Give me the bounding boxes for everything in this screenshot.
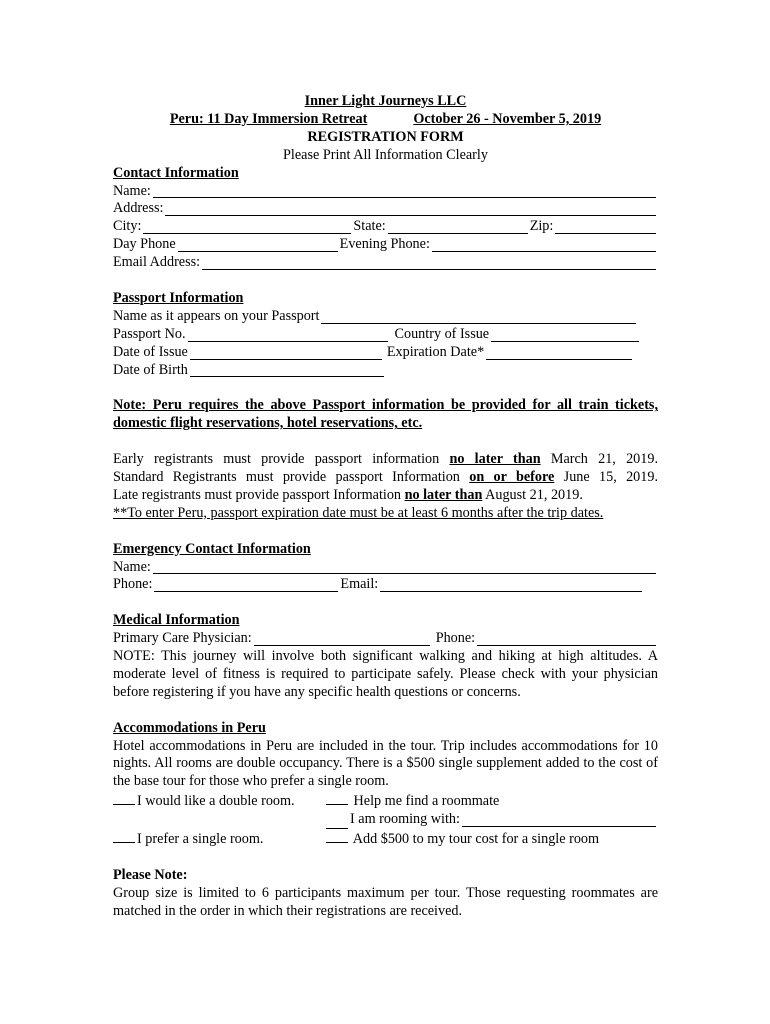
document-body — [113, 93, 658, 921]
form-title: REGISTRATION FORM — [307, 128, 464, 145]
accommodations-text: Hotel accommodations in Peru are included in the tour. Trip includes accommodations for 10 nights. All rooms are double occupancy. There is a $500 single supplement added to the cost of the base tour for those who prefer a single room. — [113, 737, 658, 790]
single-room-checkbox[interactable] — [113, 829, 135, 843]
rooming-with-checkbox[interactable] — [326, 815, 348, 829]
contact-address-row — [113, 200, 658, 218]
emergency-name-field[interactable] — [153, 560, 656, 574]
passport-note-prefix: Note — [113, 397, 142, 414]
physician-phone-field[interactable] — [477, 632, 656, 646]
late-deadline-text: Late registrants must provide passport Information — [113, 486, 402, 503]
contact-address-label: Address: — [113, 200, 164, 217]
contact-email-label: Email Address: — [113, 254, 201, 271]
medical-heading: Medical Information — [113, 612, 240, 629]
emergency-email-field[interactable] — [380, 578, 642, 592]
early-deadline-text: Early registrants must provide passport information — [113, 451, 440, 468]
room-options-row-2 — [113, 811, 658, 829]
passport-name-field[interactable] — [321, 310, 636, 324]
early-deadline — [113, 451, 658, 469]
late-deadline-date: August 21, 2019. — [485, 486, 583, 503]
contact-zip-field[interactable] — [555, 220, 656, 234]
expiration-date-label: Expiration Date* — [386, 343, 485, 360]
find-roommate-checkbox[interactable] — [326, 791, 348, 805]
passport-note-text: : Peru requires the above Passport information be provided for all train tickets, domestic flight reservations, hotel reservations, etc. — [113, 397, 658, 432]
contact-zip-label: Zip: — [529, 218, 554, 235]
contact-email-field[interactable] — [202, 256, 656, 270]
passport-number-field[interactable] — [188, 328, 388, 342]
please-note-heading: Please Note: — [113, 866, 188, 883]
emergency-name-row — [113, 559, 658, 577]
country-of-issue-field[interactable] — [491, 328, 639, 342]
birth-date-row — [113, 362, 658, 380]
retreat-title: Peru: 11 Day Immersion Retreat — [169, 110, 368, 127]
date-of-issue-label: Date of Issue — [113, 343, 188, 360]
room-options-row-3 — [113, 829, 658, 849]
passport-heading: Passport Information — [113, 289, 244, 306]
contact-city-field[interactable] — [143, 220, 351, 234]
contact-phone-row — [113, 236, 658, 254]
please-note-text: Group size is limited to 6 participants maximum per tour. Those requesting roommates are matched in the order in which their registrations are received. — [113, 884, 658, 919]
emergency-name-label: Name: — [113, 558, 151, 575]
passport-dates-row — [113, 344, 658, 362]
emergency-phone-field[interactable] — [154, 578, 338, 592]
evening-phone-field[interactable] — [432, 238, 656, 252]
accommodations-heading: Accommodations in Peru — [113, 719, 266, 736]
physician-label: Primary Care Physician: — [113, 630, 252, 647]
date-of-issue-field[interactable] — [190, 346, 382, 360]
contact-state-field[interactable] — [388, 220, 528, 234]
rooming-with-field[interactable] — [462, 813, 656, 827]
single-supplement-checkbox[interactable] — [326, 829, 348, 843]
late-deadline-emphasis: no later than — [404, 486, 483, 503]
evening-phone-label: Evening Phone: — [339, 236, 430, 253]
country-of-issue-label: Country of Issue — [394, 325, 490, 342]
medical-note: NOTE: This journey will involve both significant walking and hiking at high altitudes. A moderate level of fitness is required to participate safely. Please check with your physician before registering if you have any specific health questions or concerns. — [113, 648, 658, 700]
passport-number-row — [113, 326, 658, 344]
emergency-email-label: Email: — [340, 576, 379, 593]
standard-deadline-text: Standard Registrants must provide passport Information — [113, 468, 460, 485]
contact-heading: Contact Information — [113, 164, 239, 181]
passport-note — [113, 397, 658, 433]
print-instruction: Please Print All Information Clearly — [283, 146, 488, 163]
find-roommate-label: Help me find a roommate — [353, 793, 500, 810]
late-deadline — [113, 487, 658, 505]
retreat-line — [113, 111, 658, 129]
physician-row — [113, 630, 658, 648]
contact-email-row — [113, 254, 658, 272]
passport-name-label: Name as it appears on your Passport — [113, 307, 320, 324]
physician-phone-label: Phone: — [435, 630, 476, 647]
double-room-label: I would like a double room. — [137, 793, 295, 810]
date-of-birth-field[interactable] — [190, 363, 384, 377]
emergency-heading: Emergency Contact Information — [113, 540, 311, 557]
contact-address-field[interactable] — [165, 202, 656, 216]
standard-deadline-date: June 15, 2019. — [563, 468, 658, 485]
early-deadline-emphasis: no later than — [449, 451, 541, 468]
contact-name-label: Name: — [113, 182, 151, 199]
room-options-row-1 — [113, 791, 658, 811]
contact-state-label: State: — [353, 218, 386, 235]
expiration-date-field[interactable] — [486, 346, 632, 360]
emergency-phone-row — [113, 576, 658, 594]
contact-name-field[interactable] — [153, 184, 656, 198]
company-name: Inner Light Journeys LLC — [304, 93, 467, 109]
passport-name-row — [113, 308, 658, 326]
expiration-footnote: **To enter Peru, passport expiration date must be at least 6 months after the trip dates. — [113, 504, 604, 521]
day-phone-field[interactable] — [178, 238, 338, 252]
standard-deadline — [113, 469, 658, 487]
rooming-with-label: I am rooming with: — [350, 811, 460, 828]
contact-city-row — [113, 218, 658, 236]
contact-city-label: City: — [113, 218, 142, 235]
contact-name-row — [113, 183, 658, 201]
day-phone-label: Day Phone — [113, 236, 176, 253]
single-supplement-label: Add $500 to my tour cost for a single room — [352, 831, 600, 848]
standard-deadline-emphasis: on or before — [469, 468, 555, 485]
single-room-label: I prefer a single room. — [137, 831, 264, 848]
date-of-birth-label: Date of Birth — [113, 361, 188, 378]
retreat-dates: October 26 - November 5, 2019 — [413, 110, 602, 127]
emergency-phone-label: Phone: — [113, 576, 153, 593]
early-deadline-date: March 21, 2019. — [550, 451, 659, 468]
physician-field[interactable] — [254, 632, 430, 646]
passport-number-label: Passport No. — [113, 325, 186, 342]
double-room-checkbox[interactable] — [113, 791, 135, 805]
